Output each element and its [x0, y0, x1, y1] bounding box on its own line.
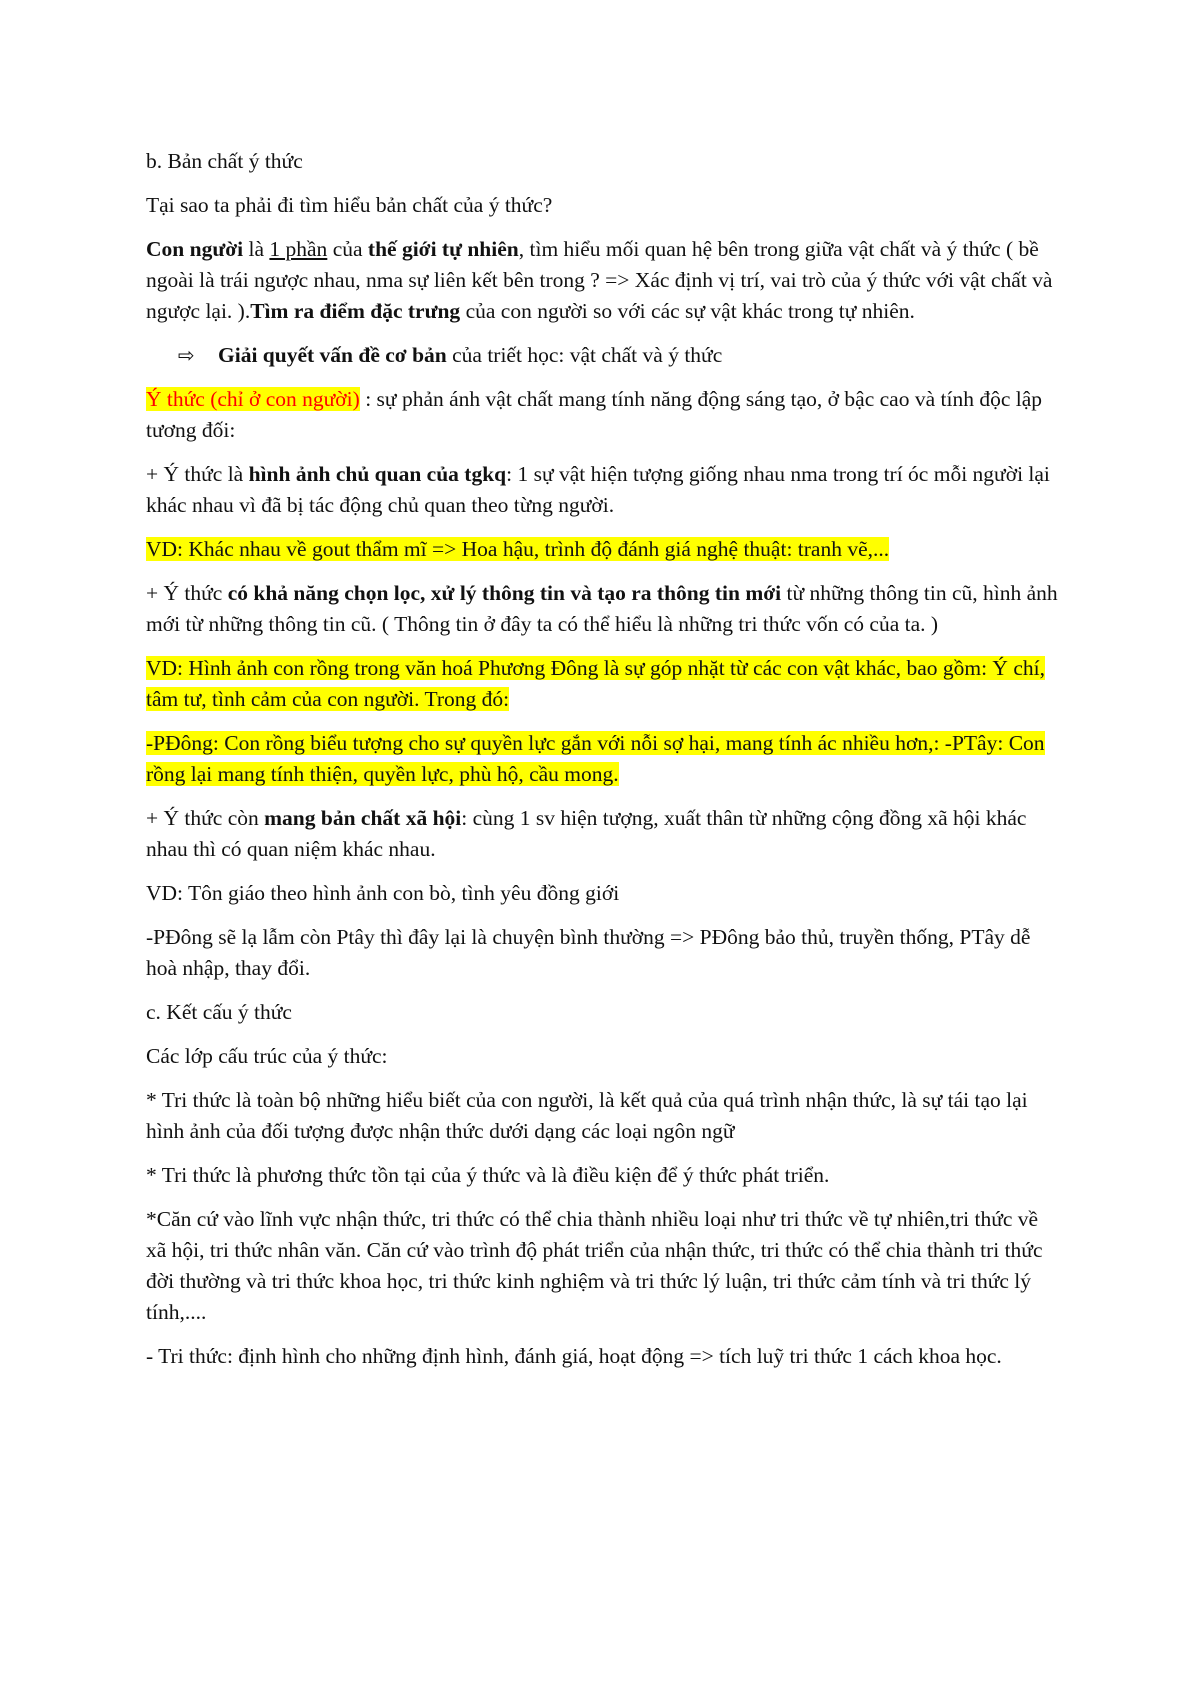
section-heading-c: c. Kết cấu ý thức: [146, 1000, 292, 1024]
underlined-term: 1 phần: [269, 237, 328, 261]
document-body: [146, 146, 1058, 1385]
knowledge-definition-paragraph: * Tri thức là toàn bộ những hiểu biết của con người, là kết quả của quá trình nhận thức, là sự tái tạo lại hình ảnh của đối tượng được nhận thức dưới dạng các loại ngôn ngữ: [146, 1088, 1028, 1143]
bold-term: Tìm ra điểm đặc trưng: [250, 299, 461, 323]
human-nature-paragraph: [146, 234, 1058, 327]
arrow-bullet-text: [218, 340, 722, 371]
bold-term: hình ảnh chủ quan của tgkq: [248, 462, 507, 486]
text-run: + Ý thức: [146, 581, 228, 605]
text-run: + Ý thức còn: [146, 806, 265, 830]
text-run: + Ý thức là: [146, 462, 249, 486]
text-run: : cùng 1 sv hiện tượng, xuất thân từ những cộng đồng xã hội khác nhau thì có quan niệm khác nhau.: [146, 806, 1027, 861]
bold-term: Con người: [146, 237, 244, 261]
structure-layers-paragraph: Các lớp cấu trúc của ý thức:: [146, 1044, 388, 1068]
highlighted-example: VD: Hình ảnh con rồng trong văn hoá Phương Đông là sự góp nhặt từ các con vật khác, bao gồm: Ý chí, tâm tư, tình cảm của con người. Trong đó:: [146, 656, 1045, 711]
text-run: từ những thông tin cũ, hình ảnh mới từ những thông tin cũ. ( Thông tin ở đây ta có thể hiểu là những tri thức vốn có của ta. ): [146, 581, 1058, 636]
section-heading-b: b. Bản chất ý thức: [146, 149, 303, 173]
bold-term: có khả năng chọn lọc, xử lý thông tin và tạo ra thông tin mới: [227, 581, 782, 605]
highlighted-red-term: Ý thức (chỉ ở con người): [146, 387, 360, 411]
arrow-bullet-line: [146, 340, 1058, 371]
knowledge-classification-paragraph: *Căn cứ vào lĩnh vực nhận thức, tri thức có thể chia thành nhiều loại như tri thức về tự nhiên,tri thức về xã hội, tri thức nhân văn. Căn cứ vào trình độ phát triển của nhận thức, tri thức có thể chia thành tri thức đời thường và tri thức khoa học, tri thức kinh nghiệm và tri thức lý luận, tri thức cảm tính và tri thức lý tính,....: [146, 1207, 1043, 1324]
question-paragraph: Tại sao ta phải đi tìm hiểu bản chất của ý thức?: [146, 193, 553, 217]
text-run: của: [327, 237, 368, 261]
knowledge-mode-paragraph: * Tri thức là phương thức tồn tại của ý thức và là điều kiện để ý thức phát triển.: [146, 1163, 830, 1187]
bold-term: thế giới tự nhiên: [367, 237, 519, 261]
arrow-right-icon: ⇨: [178, 343, 195, 367]
east-west-paragraph: [146, 728, 1058, 790]
highlighted-example: -PĐông: Con rồng biểu tượng cho sự quyền lực gắn với nỗi sợ hại, mang tính ác nhiều hơn,: -PTây: Con rồng lại mang tính thiện, quyền lực, phù hộ, cầu mong.: [146, 731, 1045, 786]
text-run: : sự phản ánh vật chất mang tính năng động sáng tạo, ở bậc cao và tính độc lập tương đối:: [146, 387, 1043, 442]
bold-term: Giải quyết vấn đề cơ bản: [218, 343, 447, 367]
east-west-comparison-paragraph: -PĐông sẽ lạ lẫm còn Ptây thì đây lại là chuyện bình thường => PĐông bảo thủ, truyền thống, PTây dễ hoà nhập, thay đổi.: [146, 925, 1031, 980]
text-run: của triết học: vật chất và ý thức: [446, 343, 723, 367]
highlighted-example: VD: Khác nhau về gout thẩm mĩ => Hoa hậu, trình độ đánh giá nghệ thuật: tranh vẽ,...: [146, 537, 890, 561]
dragon-example-paragraph: [146, 653, 1058, 715]
religion-example-paragraph: VD: Tôn giáo theo hình ảnh con bò, tình yêu đồng giới: [146, 881, 620, 905]
example-paragraph: [146, 534, 1058, 565]
definition-paragraph: [146, 384, 1058, 446]
subjective-image-paragraph: [146, 459, 1058, 521]
text-run: : 1 sự vật hiện tượng giống nhau nma trong trí óc mỗi người lại khác nhau vì đã bị tác động chủ quan theo từng người.: [146, 462, 1050, 517]
information-processing-paragraph: [146, 578, 1058, 640]
text-run: , tìm hiểu mối quan hệ bên trong giữa vật chất và ý thức ( bề ngoài là trái ngược nhau, nma sự liên kết bên trong ? => Xác định vị trí, vai trò của ý thức với vật chất và ngược lại. ).: [146, 237, 1053, 323]
social-nature-paragraph: [146, 803, 1058, 865]
text-run: là: [243, 237, 270, 261]
knowledge-role-paragraph: - Tri thức: định hình cho những định hình, đánh giá, hoạt động => tích luỹ tri thức 1 cách khoa học.: [146, 1344, 1002, 1368]
bold-term: mang bản chất xã hội: [264, 806, 462, 830]
text-run: của con người so với các sự vật khác trong tự nhiên.: [460, 299, 915, 323]
